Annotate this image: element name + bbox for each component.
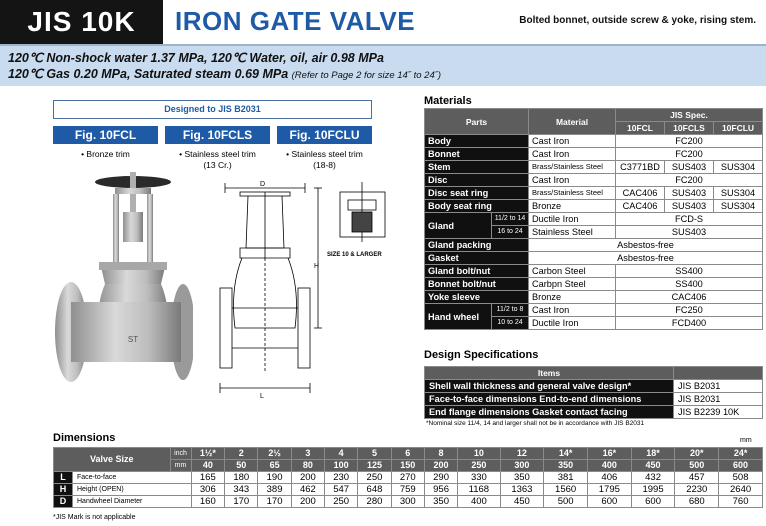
dim-value-cell: 760 [719,496,763,508]
condition-line-2 [8,66,441,81]
material-spec: FC200 [616,135,763,148]
material-spec: FCD-S [616,213,763,226]
material-name: Ductile Iron [529,317,616,330]
material-name: Carbpn Steel [529,278,616,291]
material-name: Stainless Steel [529,226,616,239]
material-row-gland-small [425,213,763,226]
jis-col-10fclu: 10FCLU [714,122,763,135]
trim-10fclu-text: • Stainless steel trim [286,149,363,159]
dim-value-cell: 200 [291,496,324,508]
design-row [425,380,763,393]
material-spec: SS400 [616,278,763,291]
size-inch-cell: 3 [291,448,324,460]
materials-header-row [425,109,763,122]
dim-letter: H [54,484,73,496]
material-name: Bronze [529,291,616,304]
trim-10fclu-note: (18-8) [313,160,336,170]
size-inch-cell: 2 [225,448,258,460]
dim-value-cell: 1168 [458,484,500,496]
size-inch-cell: 20* [675,448,719,460]
designed-to-standard: Designed to JIS B2031 [53,100,372,119]
size-mm-cell: 80 [291,460,324,472]
gate-valve-photo [53,172,193,408]
design-spec: JIS B2031 [674,380,763,393]
spec-10fcls: SUS403 [665,200,714,213]
valve-dimension-drawing [210,178,330,408]
material-name: Cast Iron [529,304,616,317]
large-size-detail-drawing [330,182,395,262]
dim-value-cell: 180 [225,472,258,484]
dim-value-cell: 457 [675,472,719,484]
mm-unit-label: mm [170,460,191,472]
dims-row-h [54,484,763,496]
size-range: 16 to 24 [492,226,529,239]
size-inch-cell: 16* [587,448,631,460]
jis-col-10fcls: 10FCLS [665,122,714,135]
inch-unit-label: inch [170,448,191,460]
spec-10fcls: SUS403 [665,187,714,200]
material-row-body-seat-ring [425,200,763,213]
dim-value-cell: 432 [631,472,675,484]
part-name: Gland [425,213,492,239]
fig-10fcls-tag: Fig. 10FCLS [165,126,270,144]
size-mm-cell: 65 [258,460,291,472]
design-spec: JIS B2031 [674,393,763,406]
jis-mark-note: *JIS Mark is not applicable [53,514,136,521]
spec-10fclu: SUS304 [714,187,763,200]
size-range: 10 to 24 [492,317,529,330]
material-row-gasket [425,252,763,265]
dim-label: Face-to-face [73,472,192,484]
material-row-disc [425,174,763,187]
part-name: Bonnet bolt/nut [425,278,529,291]
dim-l-label: L [260,393,264,400]
spec-10fcl: C3771BD [616,161,665,174]
condition-line-2-text: 120℃ Gas 0.20 MPa, Saturated steam 0.69 MPa [8,67,289,81]
size-inch-cell: 2½ [258,448,291,460]
part-name: Gland bolt/nut [425,265,529,278]
spec-10fcl: CAC406 [616,200,665,213]
size-mm-cell: 350 [544,460,588,472]
material-name: Cast Iron [529,148,616,161]
dim-value-cell: 956 [424,484,457,496]
condition-line-1: 120℃ Non-shock water 1.37 MPa, 120℃ Water, oil, air 0.98 MPa [8,51,384,65]
dim-value-cell: 165 [191,472,225,484]
page-title: IRON GATE VALVE [175,6,416,36]
material-name: Ductile Iron [529,213,616,226]
size-mm-cell: 300 [500,460,544,472]
dimensions-unit: mm [740,437,752,444]
design-item: End flange dimensions Gasket contact facing [425,406,674,419]
design-col-spec [674,367,763,380]
dim-value-cell: 400 [458,496,500,508]
part-name: Gland packing [425,239,529,252]
jis-col-10fcl: 10FCL [616,122,665,135]
spec-10fcls: SUS403 [665,161,714,174]
condition-reference: (Refer to Page 2 for size 14˝ to 24˝) [291,70,442,81]
material-spec: Asbestos-free [529,252,763,265]
size-mm-cell: 125 [358,460,391,472]
part-name: Disc [425,174,529,187]
dim-value-cell: 250 [358,472,391,484]
trim-10fcls-note: (13 Cr.) [203,160,232,170]
fig-10fcl-tag: Fig. 10FCL [53,126,158,144]
trim-10fcl [53,149,158,160]
material-row-bonnet [425,148,763,161]
dim-value-cell: 200 [291,472,324,484]
design-item: Shell wall thickness and general valve design* [425,380,674,393]
material-spec: FC200 [616,174,763,187]
dim-value-cell: 2640 [719,484,763,496]
material-name: Cast Iron [529,174,616,187]
material-spec: SS400 [616,265,763,278]
material-spec: CAC406 [616,291,763,304]
dim-value-cell: 170 [225,496,258,508]
dimensions-title: Dimensions [53,432,116,444]
trim-10fcls-text: • Stainless steel trim [179,149,256,159]
material-row-gland-packing [425,239,763,252]
design-header-row [425,367,763,380]
size-mm-cell: 450 [631,460,675,472]
materials-col-parts: Parts [425,109,529,135]
design-col-items: Items [425,367,674,380]
valve-size-text: Valve Size [89,454,134,464]
material-name: Brass/Stainless Steel [529,187,616,200]
size-mm-cell: 50 [225,460,258,472]
dim-value-cell: 381 [544,472,588,484]
size-mm-cell: 400 [587,460,631,472]
size-mm-cell: 150 [391,460,424,472]
material-row-yoke-sleeve [425,291,763,304]
dims-row-l [54,472,763,484]
dim-value-cell: 170 [258,496,291,508]
dim-label: Handwheel Diameter [73,496,192,508]
material-spec: FC200 [616,148,763,161]
size-note: SIZE 10 & LARGER [327,252,382,258]
size-mm-cell: 40 [191,460,225,472]
part-name: Hand wheel [425,304,492,330]
dim-d-label: D [260,181,266,188]
size-range: 11/2 to 8 [492,304,529,317]
part-name: Yoke sleeve [425,291,529,304]
size-inch-cell: 24* [719,448,763,460]
dim-value-cell: 230 [325,472,358,484]
material-row-gland-bolt [425,265,763,278]
dim-value-cell: 343 [225,484,258,496]
dim-value-cell: 547 [325,484,358,496]
pressure-conditions [0,46,766,86]
design-spec-title: Design Specifications [424,349,539,361]
dim-value-cell: 1995 [631,484,675,496]
dim-value-cell: 190 [258,472,291,484]
design-row [425,393,763,406]
spec-10fclu: SUS304 [714,200,763,213]
dim-value-cell: 2230 [675,484,719,496]
material-name: Cast Iron [529,135,616,148]
dim-value-cell: 406 [587,472,631,484]
size-mm-cell: 500 [675,460,719,472]
dim-value-cell: 300 [391,496,424,508]
dims-inch-row [54,448,763,460]
dim-value-cell: 600 [587,496,631,508]
materials-title: Materials [424,95,472,107]
dim-letter: L [54,472,73,484]
dim-value-cell: 330 [458,472,500,484]
dim-value-cell: 1795 [587,484,631,496]
material-spec: SUS403 [616,226,763,239]
trim-10fcl-text: • Bronze trim [81,149,130,159]
dim-value-cell: 450 [500,496,544,508]
material-name: Carbon Steel [529,265,616,278]
material-name: Brass/Stainless Steel [529,161,616,174]
jis-class-label: JIS 10K [0,0,163,44]
dim-value-cell: 270 [391,472,424,484]
design-spec: JIS B2239 10K [674,406,763,419]
materials-table [424,108,763,330]
dim-value-cell: 290 [424,472,457,484]
part-name: Gasket [425,252,529,265]
material-spec: FC250 [616,304,763,317]
size-inch-cell: 18* [631,448,675,460]
dim-value-cell: 1560 [544,484,588,496]
size-mm-cell: 200 [424,460,457,472]
fig-10fclu-tag: Fig. 10FCLU [277,126,372,144]
size-mm-cell: 100 [325,460,358,472]
header [0,0,766,46]
design-note: *Nominal size 11/4, 14 and larger shall not be in accordance with JIS B2031 [426,420,645,427]
svg-text:ST: ST [127,335,139,344]
trim-10fclu [277,149,372,171]
dim-value-cell: 500 [544,496,588,508]
design-item: Face-to-face dimensions End-to-end dimensions [425,393,674,406]
part-name: Bonnet [425,148,529,161]
material-row-hand-wheel-small [425,304,763,317]
size-inch-cell: 8 [424,448,457,460]
page-subtitle: Bolted bonnet, outside screw & yoke, rising stem. [519,15,756,26]
part-name: Body seat ring [425,200,529,213]
dim-letter: D [54,496,73,508]
dim-value-cell: 462 [291,484,324,496]
part-name: Disc seat ring [425,187,529,200]
dim-label: Height (OPEN) [73,484,192,496]
dim-value-cell: 306 [191,484,225,496]
dim-value-cell: 160 [191,496,225,508]
size-mm-cell: 600 [719,460,763,472]
dim-value-cell: 600 [631,496,675,508]
spec-10fcl: CAC406 [616,187,665,200]
size-inch-cell: 1½* [191,448,225,460]
dim-value-cell: 350 [424,496,457,508]
design-row [425,406,763,419]
size-range: 11/2 to 14 [492,213,529,226]
dim-value-cell: 759 [391,484,424,496]
size-inch-cell: 5 [358,448,391,460]
dims-row-d [54,496,763,508]
material-row-body [425,135,763,148]
dim-value-cell: 350 [500,472,544,484]
spec-10fclu: SUS304 [714,161,763,174]
dim-value-cell: 1363 [500,484,544,496]
part-name: Body [425,135,529,148]
material-name: Bronze [529,200,616,213]
materials-col-jis: JIS Spec. [616,109,763,122]
trim-10fcls [165,149,270,171]
dim-value-cell: 250 [325,496,358,508]
material-row-bonnet-bolt [425,278,763,291]
dimensions-table [53,447,763,508]
size-inch-cell: 10 [458,448,500,460]
size-inch-cell: 14* [544,448,588,460]
dim-value-cell: 648 [358,484,391,496]
size-inch-cell: 12 [500,448,544,460]
design-spec-table [424,366,763,419]
size-inch-cell: 4 [325,448,358,460]
dim-h-label: H [314,263,320,270]
material-row-disc-seat-ring [425,187,763,200]
size-mm-cell: 250 [458,460,500,472]
material-row-stem [425,161,763,174]
material-spec: FCD400 [616,317,763,330]
material-spec: Asbestos-free [529,239,763,252]
dim-value-cell: 508 [719,472,763,484]
size-inch-cell: 6 [391,448,424,460]
dim-value-cell: 280 [358,496,391,508]
dim-value-cell: 680 [675,496,719,508]
part-name: Stem [425,161,529,174]
materials-col-material: Material [529,109,616,135]
dim-value-cell: 389 [258,484,291,496]
valve-size-label [54,448,171,472]
